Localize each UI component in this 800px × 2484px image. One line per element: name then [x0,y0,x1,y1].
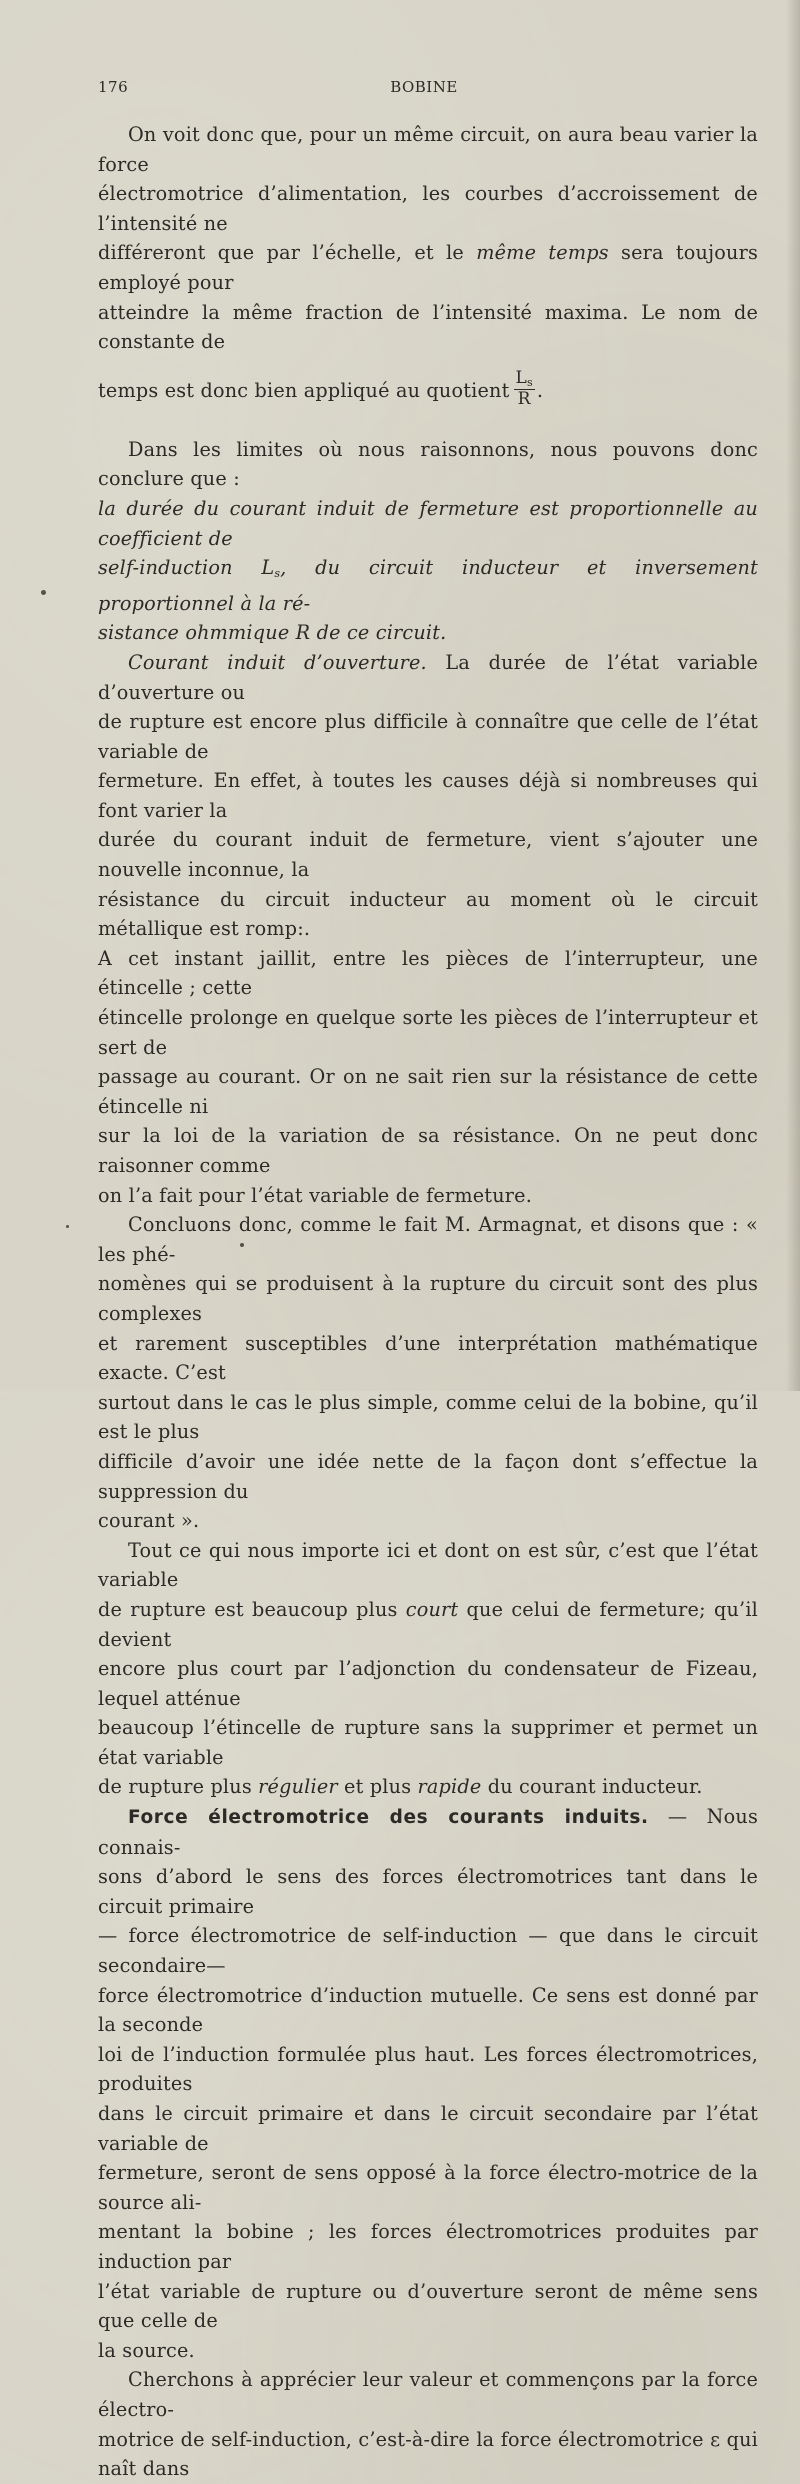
running-head [98,78,750,102]
running-title: BOBINE [390,78,458,96]
text-line: Tout ce qui nous importe ici et dont on est sûr, c’est que l’état variable [98,1538,758,1592]
page-edge-shadow [786,0,800,1391]
paragraph-force-electromotrice [98,1802,758,2365]
subscript-s: s [274,567,281,581]
paragraph-constant-de-temps [98,120,758,421]
section-heading: Force électromotrice des courants induits. [128,1807,649,1829]
text-line [98,553,758,618]
text-line: atteindre la même fraction de l’intensité maxima. Le nom de constante de [98,300,758,354]
text-run: , du circuit inducteur et inversement proportionnel à la ré- [98,556,758,615]
text-line: on l’a fait pour l’état variable de fermeture. [98,1183,532,1207]
page-number: 176 [98,78,129,96]
text-line: résistance du circuit inducteur au moment où le circuit métallique est romp:. [98,887,758,941]
text-line: sistance ohmmique R de ce circuit. [98,621,447,645]
emphasis: court [405,1597,459,1621]
text-line: motrice de self-induction, c’est-à-dire la force électromotrice ε qui naît dans [98,2427,758,2481]
section-title: Courant induit d’ouverture. [128,650,427,674]
text-run: . [536,378,544,402]
text-run: de rupture plus [98,1775,259,1799]
paper-speck [66,1225,69,1228]
emphasis: même temps [476,241,609,265]
text-line: la source. [98,2338,195,2362]
text-line: fermeture, seront de sens opposé à la force électro-motrice de la source ali- [98,2161,758,2214]
text-line: dans le circuit primaire et dans le circuit secondaire par l’état variable de [98,2102,758,2155]
fraction-numerator [514,367,535,390]
symbol-l: L [515,367,527,388]
paragraph-courant-ouverture [98,648,758,1210]
text-run: différeront que par l’échelle, et le [98,241,477,265]
text-run: que celui de fermeture; qu’il devient [98,1597,758,1651]
text-line [98,1802,758,1862]
paragraph-gap [98,421,758,435]
fraction-ls-over-r [514,367,535,409]
text-run: sera toujours employé pour [98,241,758,294]
formula-line [98,361,758,421]
paragraph-armagnat-quote [98,1210,758,1536]
text-line: l’état variable de rupture ou d’ouverture seront de même sens que celle de [98,2279,758,2333]
text-line: surtout dans le cas le plus simple, comme celui de la bobine, qu’il est le plus [98,1390,758,1444]
paragraph-self-induction [98,2365,758,2483]
text-line: et rarement susceptibles d’une interprétation mathématique exacte. C’est [98,1331,758,1385]
text-line: On voit donc que, pour un même circuit, on aura beau varier la force [98,123,758,176]
text-line: — force électromotrice de self-induction — que dans le circuit secondaire— [98,1924,758,1978]
text-run: temps est donc bien appliqué au quotient [98,378,510,402]
text-body [98,120,758,2484]
text-line [98,1595,758,1654]
text-line: Concluons donc, comme le fait M. Armagnat, et disons que : « les phé- [98,1213,758,1266]
text-line: beaucoup l’étincelle de rupture sans la supprimer et permet un état variable [98,1716,758,1769]
text-line: mentant la bobine ; les forces électromotrices produites par induction par [98,2220,758,2273]
text-run: et plus [337,1775,418,1799]
paragraph-etat-rupture [98,1536,758,1802]
text-line: la durée du courant induit de fermeture est proportionnelle au coefficient de [98,496,758,550]
text-line: étincelle prolonge en quelque sorte les pièces de l’interrupteur et sert de [98,1006,758,1059]
text-line: courant ». [98,1509,200,1533]
text-line: A cet instant jaillit, entre les pièces de l’interrupteur, une étincelle ; cette [98,946,758,1000]
text-line: sons d’abord le sens des forces électromotrices tant dans le circuit primaire [98,1865,758,1918]
text-line: encore plus court par l’adjonction du condensateur de Fizeau, lequel atténue [98,1657,758,1710]
emphasis: rapide [417,1775,482,1799]
text-line [98,238,758,297]
text-run: La durée de l’état variable d’ouverture ou [98,650,758,704]
text-run: du courant inducteur. [481,1775,703,1799]
paragraph-conclusion-fermeture [98,435,758,648]
text-line: sur la loi de la variation de sa résistance. On ne peut donc raisonner comme [98,1124,758,1177]
text-line: Cherchons à apprécier leur valeur et commençons par la force électro- [98,2368,758,2421]
text-line: durée du courant induit de fermeture, vient s’ajouter une nouvelle inconnue, la [98,828,758,882]
text-line: passage au courant. Or on ne sait rien sur la résistance de cette étincelle ni [98,1065,758,1118]
subscript-s: s [527,375,533,389]
paper-speck [41,590,46,595]
text-run: self-induction L [98,556,275,580]
text-run: de rupture est beaucoup plus [98,1597,406,1621]
text-run: — Nous connais- [98,1805,758,1859]
text-line: fermeture. En effet, à toutes les causes déjà si nombreuses qui font varier la [98,769,758,822]
fraction-denominator: R [517,388,531,409]
text-line: électromotrice d’alimentation, les courbes d’accroissement de l’intensité ne [98,182,758,235]
text-line [98,1772,758,1802]
text-line: nomènes qui se produisent à la rupture du circuit sont des plus complexes [98,1272,758,1325]
text-line: difficile d’avoir une idée nette de la façon dont s’effectue la suppression du [98,1449,758,1503]
text-line: Dans les limites où nous raisonnons, nous pouvons donc conclure que : [98,437,758,491]
text-line [98,648,758,707]
paper-speck [240,1243,244,1247]
text-line: loi de l’induction formulée plus haut. Les forces électromotrices, produites [98,2042,758,2096]
text-line: force électromotrice d’induction mutuelle. Ce sens est donné par la seconde [98,1983,758,2037]
text-line: de rupture est encore plus difficile à connaître que celle de l’état variable de [98,710,758,763]
emphasis: régulier [258,1775,338,1799]
